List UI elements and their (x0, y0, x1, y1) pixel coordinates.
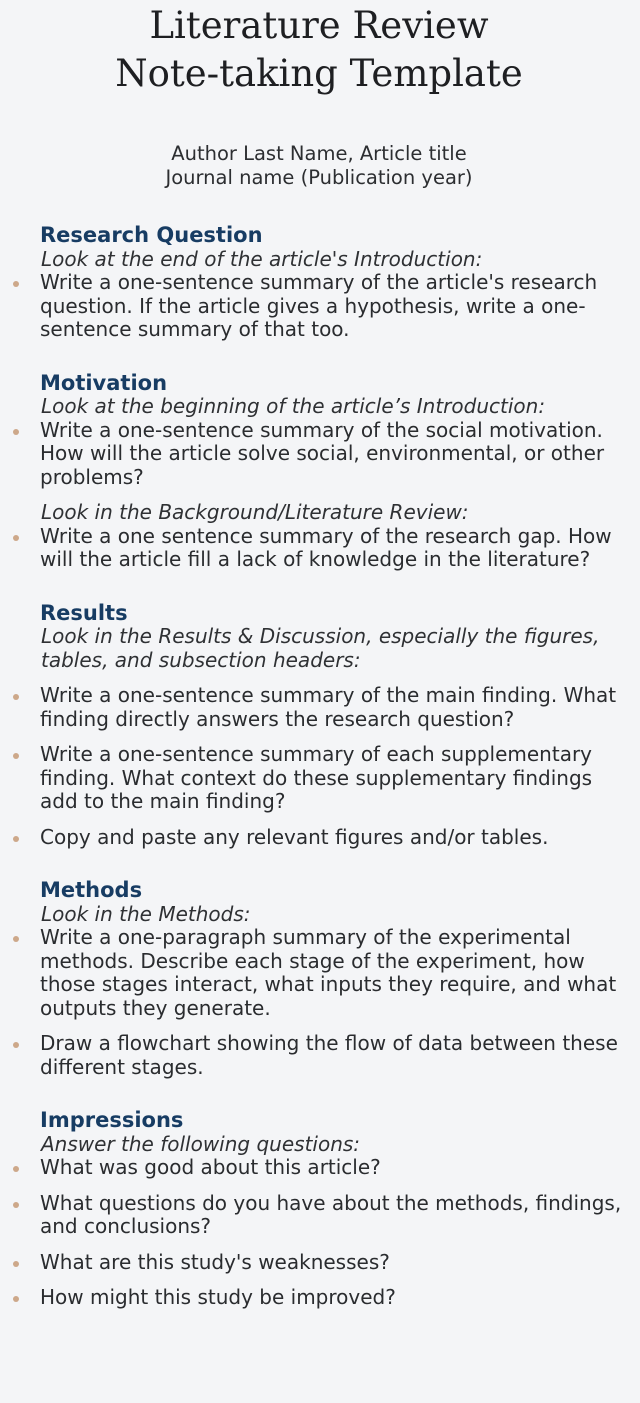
list-item-text: Write a one-sentence summary of the main finding. What finding directly answers the research question? (40, 683, 617, 731)
list-item-text: Write a one-paragraph summary of the experimental methods. Describe each stage of the experiment, how those stages interact, what inputs they require, and what outputs they generate. (40, 925, 617, 1020)
bullet-icon (13, 1296, 19, 1302)
bullet-icon (13, 1166, 19, 1172)
list-item-text: Copy and paste any relevant figures and/or tables. (40, 824, 549, 849)
list-item (12, 684, 626, 731)
section-prompt: Look at the beginning of the article’s Introduction: (41, 394, 546, 418)
section-prompt: Answer the following questions: (41, 1131, 361, 1156)
list-item-text: What questions do you have about the methods, findings, and conclusions? (40, 1190, 622, 1238)
citation-block (12, 142, 626, 190)
list-item (12, 1286, 626, 1310)
section-prompt-secondary: Look in the Background/Literature Review: (41, 500, 469, 524)
list-item (12, 826, 626, 850)
list-item (12, 271, 626, 342)
citation-author-title: Author Last Name, Article title (171, 142, 467, 165)
section-methods (12, 879, 626, 1079)
list-item (12, 1032, 626, 1079)
list-item (12, 926, 626, 1020)
bullet-icon (13, 1202, 19, 1208)
list-item-text: Write a one-sentence summary of the article's research question. If the article gives a hypothesis, write a one-sentence summary of that too. (40, 270, 598, 341)
list-item (12, 743, 626, 814)
bullet-icon (13, 535, 19, 541)
bullet-icon (13, 753, 19, 759)
bullet-icon (13, 429, 19, 435)
section-heading: Methods (40, 878, 143, 902)
list-item (12, 1251, 626, 1275)
section-heading: Results (40, 600, 128, 625)
list-item-text: Write a one-sentence summary of each supplementary finding. What context do these supplementary findings add to the main finding? (40, 742, 593, 813)
section-prompt: Look in the Methods: (41, 901, 251, 926)
section-research-question (12, 224, 626, 342)
list-item (12, 1156, 626, 1180)
section-heading: Research Question (40, 223, 263, 247)
list-item (12, 525, 626, 572)
title-line-2: Note-taking Template (115, 52, 523, 95)
list-item-text: What was good about this article? (40, 1155, 381, 1179)
section-heading: Motivation (40, 370, 168, 395)
list-item-text: What are this study's weaknesses? (40, 1249, 390, 1274)
list-item (12, 1192, 626, 1239)
title-line-1: Literature Review (149, 4, 489, 47)
list-item (12, 419, 626, 490)
section-motivation (12, 372, 626, 572)
section-prompt: Look at the end of the article's Introduction: (41, 246, 483, 271)
bullet-icon (13, 1042, 19, 1048)
bullet-icon (13, 281, 19, 287)
bullet-icon (13, 936, 19, 942)
section-heading: Impressions (40, 1108, 184, 1132)
bullet-icon (13, 836, 19, 842)
list-item-text: How might this study be improved? (40, 1285, 396, 1309)
document-page (0, 2, 640, 1403)
section-impressions (12, 1109, 626, 1310)
bullet-icon (13, 1261, 19, 1267)
document-title (12, 2, 626, 98)
list-item-text: Draw a flowchart showing the flow of data between these different stages. (40, 1031, 618, 1079)
citation-journal-year: Journal name (Publication year) (165, 166, 473, 189)
section-prompt: Look in the Results & Discussion, especially the figures, tables, and subsection headers: (41, 624, 600, 672)
section-results (12, 602, 626, 850)
list-item-text: Write a one sentence summary of the research gap. How will the article fill a lack of knowledge in the literature? (40, 523, 612, 571)
list-item-text: Write a one-sentence summary of the social motivation. How will the article solve social, environmental, or other problems? (40, 417, 605, 489)
bullet-icon (13, 694, 19, 700)
